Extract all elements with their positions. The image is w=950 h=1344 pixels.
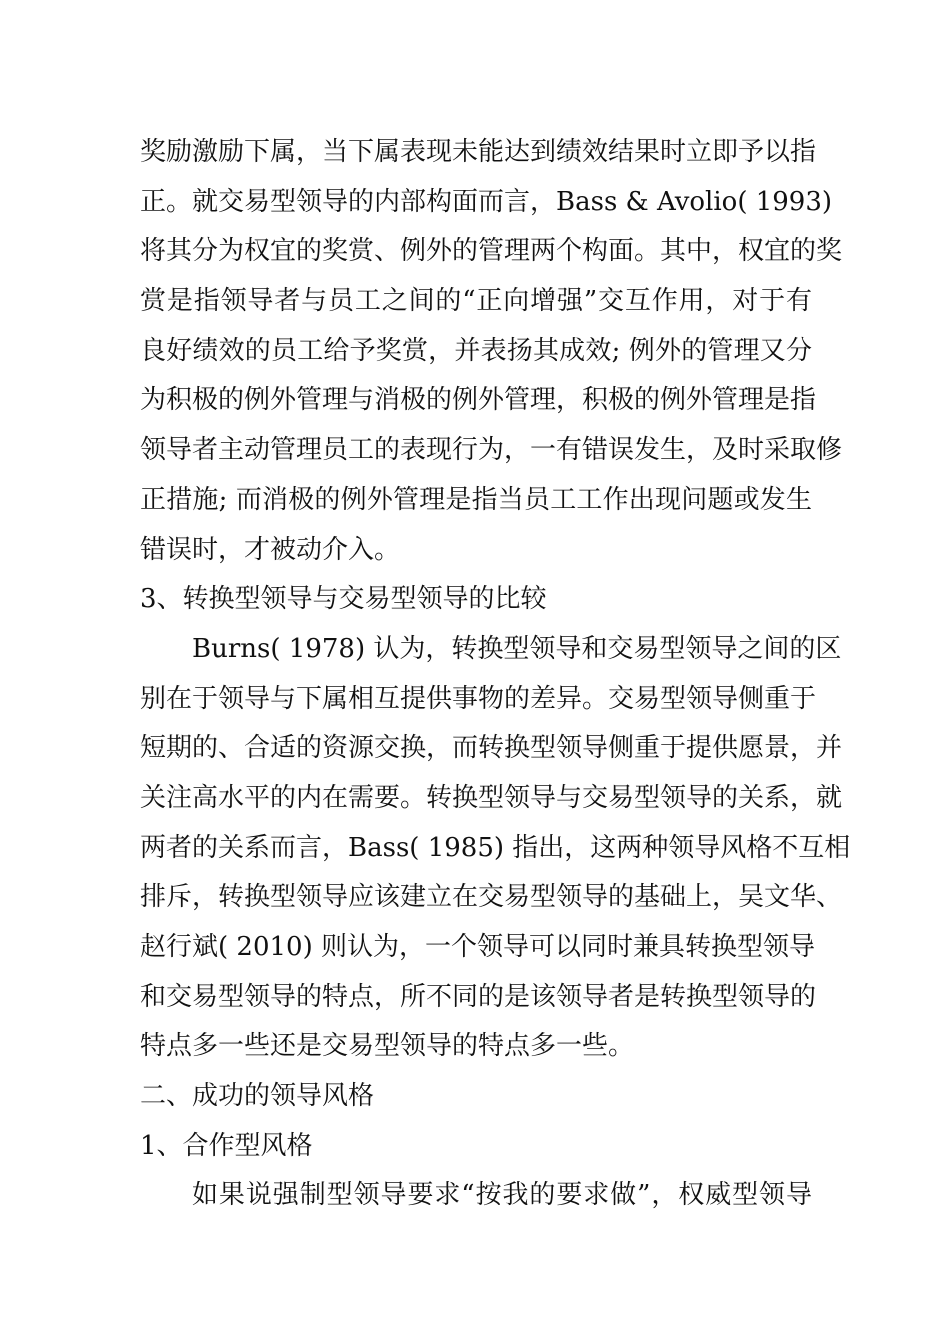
text-line: 领导者主动管理员工的表现行为，一有错误发生，及时采取修 bbox=[140, 435, 843, 466]
text-line: 赏是指领导者与员工之间的“正向增强”交互作用，对于有 bbox=[140, 286, 812, 317]
text-line: 短期的、合适的资源交换，而转换型领导侧重于提供愿景，并 bbox=[140, 733, 843, 764]
text-line: 两者的关系而言，Bass( 1985) 指出，这两种领导风格不互相 bbox=[140, 832, 851, 863]
text-line: 将其分为权宜的奖赏、例外的管理两个构面。其中，权宜的奖 bbox=[140, 236, 843, 267]
text-line: 为积极的例外管理与消极的例外管理，积极的例外管理是指 bbox=[140, 385, 817, 416]
text-line: 赵行斌( 2010) 则认为，一个领导可以同时兼具转换型领导 bbox=[140, 932, 815, 962]
text-line: 排斥，转换型领导应该建立在交易型领导的基础上，吴文华、 bbox=[140, 882, 843, 913]
document-page bbox=[140, 128, 851, 1221]
section-heading: 3、转换型领导与交易型领导的比较 bbox=[140, 584, 547, 615]
text-line: 正措施; 而消极的例外管理是指当员工工作出现问题或发生 bbox=[140, 484, 812, 515]
text-line: 别在于领导与下属相互提供事物的差异。交易型领导侧重于 bbox=[140, 683, 817, 714]
subsection-heading: 1、合作型风格 bbox=[140, 1130, 313, 1161]
paragraph-last-line: 特点多一些还是交易型领导的特点多一些。 bbox=[140, 1031, 635, 1062]
text-line: 关注高水平的内在需要。转换型领导与交易型领导的关系，就 bbox=[140, 782, 843, 813]
text-line: 正。就交易型领导的内部构面而言，Bass & Avolio( 1993) bbox=[140, 186, 833, 217]
paragraph-first-line: Burns( 1978) 认为，转换型领导和交易型领导之间的区 bbox=[192, 633, 842, 664]
text-line: 和交易型领导的特点，所不同的是该领导者是转换型领导的 bbox=[140, 981, 817, 1012]
text-line: 奖励激励下属，当下属表现未能达到绩效结果时立即予以指 bbox=[140, 137, 817, 167]
paragraph-last-line: 错误时，才被动介入。 bbox=[140, 534, 401, 565]
paragraph-first-line: 如果说强制型领导要求“按我的要求做”，权威型领导 bbox=[192, 1180, 812, 1211]
section-heading: 二、成功的领导风格 bbox=[140, 1081, 375, 1112]
text-line: 良好绩效的员工给予奖赏，并表扬其成效; 例外的管理又分 bbox=[140, 335, 812, 366]
